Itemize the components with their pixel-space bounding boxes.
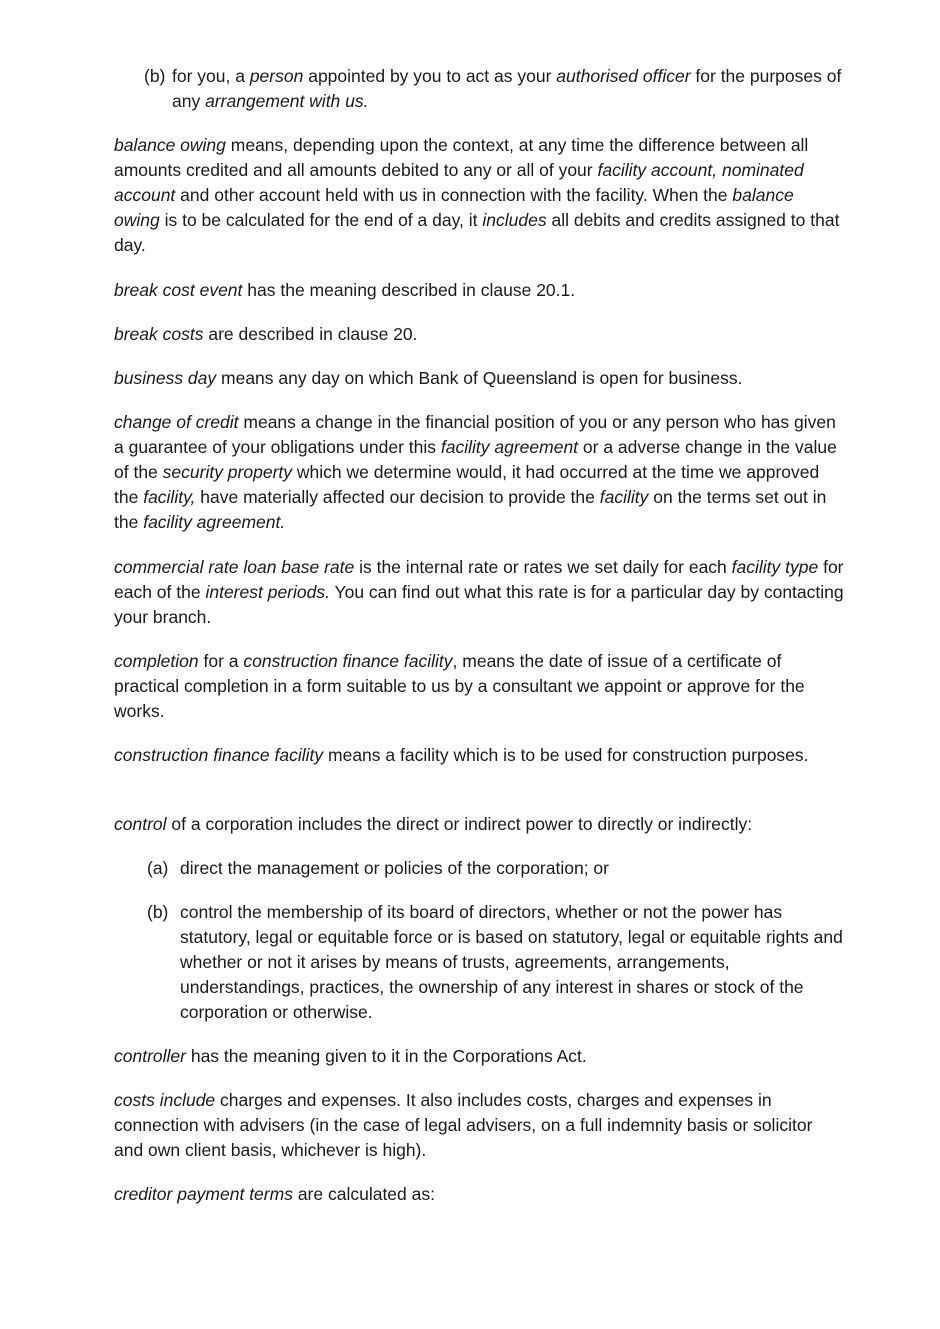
defined-term: facility account, nominated account <box>114 160 804 205</box>
definition-text: means, depending upon the context, at any time the difference between all amounts credited and all amounts debited to any or all of your <box>114 135 809 180</box>
defined-term: construction finance facility <box>114 745 324 765</box>
definition-text: appointed by you to act as your <box>303 66 557 86</box>
definition-text: direct the management or policies of the corporation; or <box>180 858 609 878</box>
defined-term: facility agreement <box>440 437 579 457</box>
definition-text: for each of the <box>114 557 844 602</box>
defined-term: controller <box>114 1046 186 1066</box>
definition-text: on the terms set out in the <box>114 487 827 532</box>
definition-text: are calculated as: <box>292 1184 435 1204</box>
definition-break-cost-event <box>114 278 844 303</box>
definition-text: You can find out what this rate is for a particular day by contacting your branch. <box>114 582 844 627</box>
item-label: (a) <box>147 858 169 878</box>
defined-term: break costs <box>114 324 204 344</box>
defined-term: interest periods. <box>205 582 330 602</box>
definition-text: means any day on which Bank of Queensland is open for business. <box>216 368 743 388</box>
item-text <box>147 856 847 881</box>
defined-term: business day <box>114 368 217 388</box>
defined-term: authorised officer <box>556 66 691 86</box>
definition-text: have materially affected our decision to provide the <box>195 487 600 507</box>
definition-text: of a corporation includes the direct or indirect power to directly or indirectly: <box>166 814 753 834</box>
defined-term: facility type <box>731 557 819 577</box>
definition-text: has the meaning given to it in the Corporations Act. <box>185 1046 587 1066</box>
item-label: (b) <box>144 66 166 86</box>
defined-term: person <box>249 66 304 86</box>
defined-term: balance owing <box>114 185 794 230</box>
definition-business-day <box>114 366 844 391</box>
defined-term: commercial rate loan base rate <box>114 557 355 577</box>
definition-completion <box>114 649 844 724</box>
defined-term: facility agreement. <box>143 512 286 532</box>
defined-term: costs include <box>114 1090 216 1110</box>
definition-text: charges and expenses. It also includes costs, charges and expenses in connection with advisers (in the case of legal advisers, on a full indemnity basis or solicitor and own client basis, whichever is high). <box>114 1090 813 1160</box>
definition-balance-owing <box>114 133 844 258</box>
definition-item <box>147 900 847 1025</box>
definition-text: is to be calculated for the end of a day, it <box>159 210 483 230</box>
definition-change-of-credit <box>114 410 844 535</box>
definition-text: for a <box>198 651 244 671</box>
definition-text: for you, a <box>172 66 250 86</box>
defined-term: arrangement with us. <box>205 91 369 111</box>
defined-term: control <box>114 814 167 834</box>
defined-term: security property <box>162 462 293 482</box>
definition-item <box>147 856 847 881</box>
definition-text: and other account held with us in connection with the facility. When the <box>175 185 733 205</box>
definition-text: all debits and credits assigned to that day. <box>114 210 840 255</box>
item-text <box>147 900 847 1025</box>
definition-text: means a change in the financial position of you or any person who has given a guarantee of your obligations under this <box>114 412 836 457</box>
defined-term: includes <box>482 210 547 230</box>
definition-item <box>144 64 844 114</box>
definition-control <box>114 812 844 837</box>
definition-text: means a facility which is to be used for construction purposes. <box>323 745 809 765</box>
defined-term: facility, <box>143 487 196 507</box>
definition-text: is the internal rate or rates we set daily for each <box>354 557 732 577</box>
definition-text: are described in clause 20. <box>203 324 418 344</box>
defined-term: break cost event <box>114 280 243 300</box>
definition-commercial-rate-loan-base-rate <box>114 555 844 630</box>
defined-term: creditor payment terms <box>114 1184 293 1204</box>
item-label: (b) <box>147 902 169 922</box>
defined-term: change of credit <box>114 412 239 432</box>
defined-term: construction finance facility <box>243 651 453 671</box>
definition-break-costs <box>114 322 844 347</box>
defined-term: facility <box>599 487 649 507</box>
definition-construction-finance-facility <box>114 743 844 768</box>
definition-text: which we determine would, it had occurred at the time we approved the <box>114 462 820 507</box>
defined-term: balance owing <box>114 135 226 155</box>
definition-creditor-payment-terms <box>114 1182 844 1207</box>
definition-costs <box>114 1088 844 1163</box>
definition-text: , means the date of issue of a certificate of practical completion in a form suitable to us by a consultant we appoint or approve for the works. <box>114 651 805 721</box>
definition-text: for the purposes of any <box>172 66 842 111</box>
definition-controller <box>114 1044 844 1069</box>
definition-text: or a adverse change in the value of the <box>114 437 837 482</box>
definition-text: has the meaning described in clause 20.1. <box>242 280 576 300</box>
defined-term: completion <box>114 651 199 671</box>
definition-text: control the membership of its board of directors, whether or not the power has statutory, legal or equitable force or is based on statutory, legal or equitable rights and whether or not it arises by means of trusts, agreements, arrangements, understandings, practices, the ownership of any interest in shares or stock of the corporation or otherwise. <box>180 902 843 1022</box>
item-text <box>144 64 844 114</box>
